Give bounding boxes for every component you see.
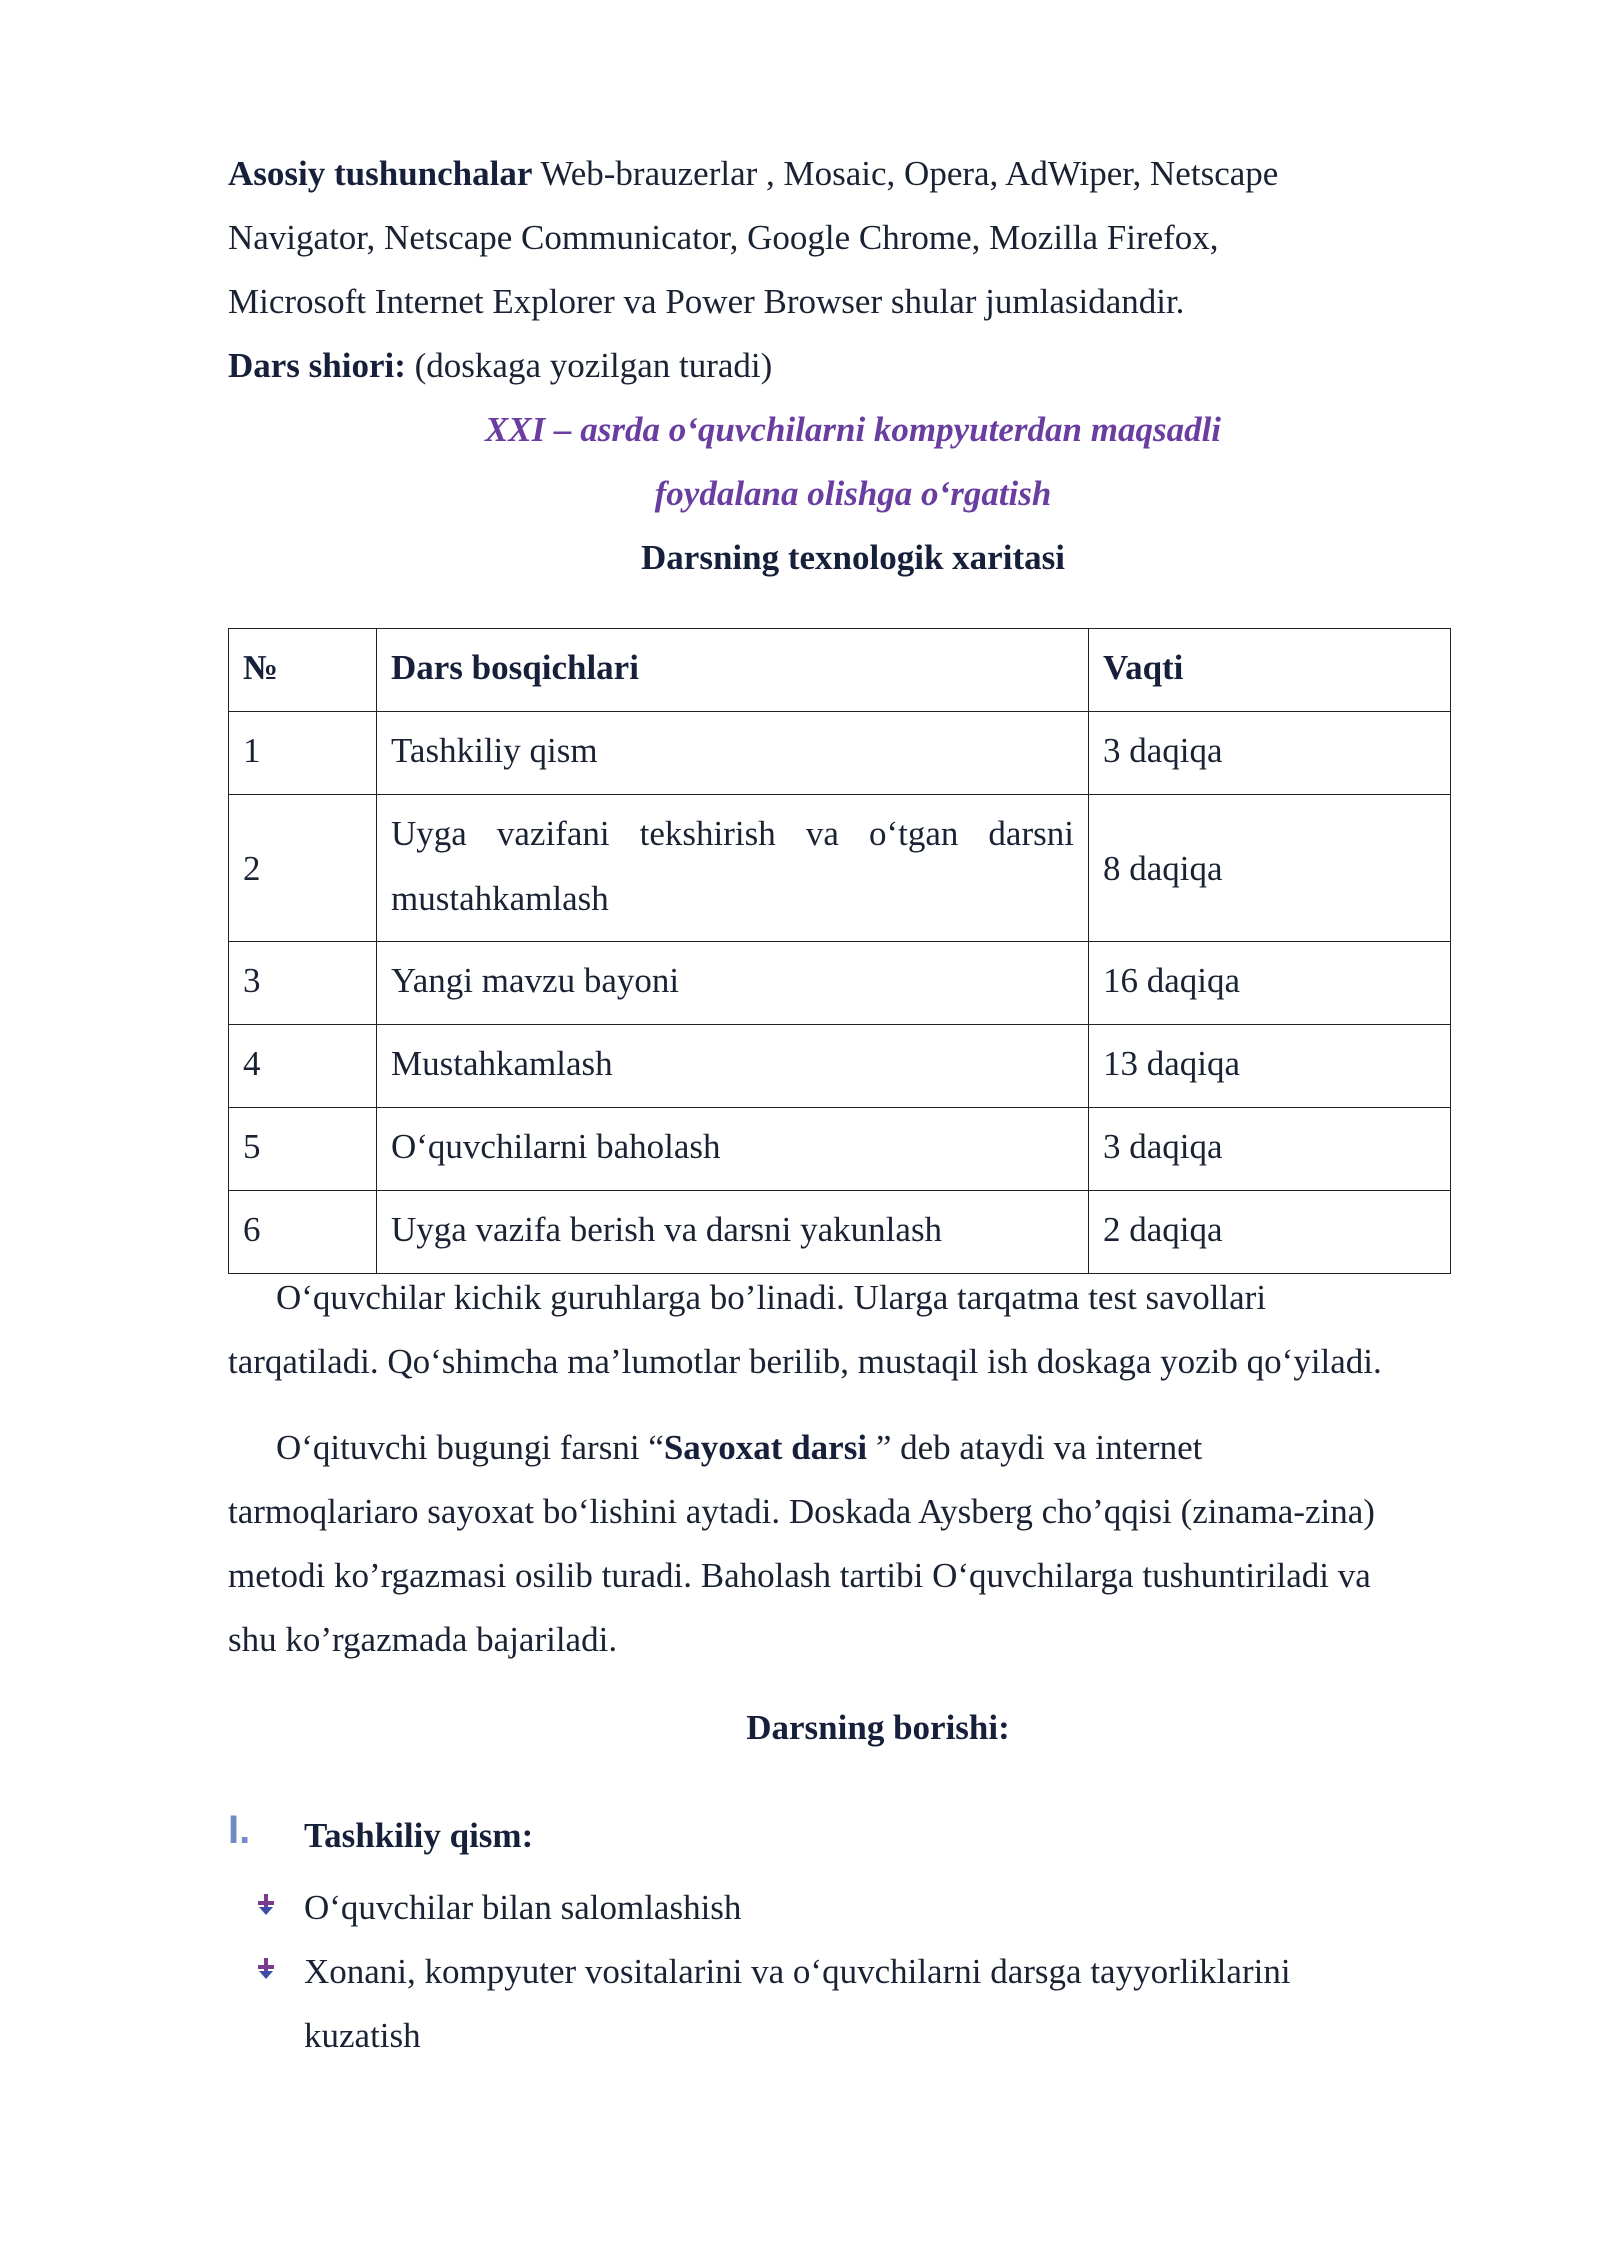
stage-word: darsni [988, 814, 1074, 853]
key-concepts-line-3: Microsoft Internet Explorer va Power Browser shular jumlasidandir. [228, 282, 1185, 321]
bullet-item: Xonani, kompyuter vositalarini va o‘quvchilarni darsga tayyorliklarini [304, 1952, 1291, 1991]
row-stage: Mustahkamlash [377, 1025, 1089, 1108]
motto-line-1: XXI – asrda o‘quvchilarni kompyuterdan maqsadli [484, 410, 1222, 449]
para1-line-1: O‘quvchilar kichik guruhlarga bo’linadi. Ularga tarqatma test savollari [276, 1278, 1267, 1317]
table-row [229, 795, 1451, 942]
motto-note: (doskaga yozilgan turadi) [405, 346, 773, 385]
para2-text-pre: O‘qituvchi bugungi farsni “ [276, 1428, 664, 1467]
bullet-item-continuation: kuzatish [304, 2016, 421, 2055]
row-time: 3 daqiqa [1089, 1108, 1451, 1191]
row-stage: Tashkiliy qism [377, 712, 1089, 795]
row-time: 2 daqiqa [1089, 1191, 1451, 1274]
para2-text-post: ” deb ataydi va internet [867, 1428, 1203, 1467]
para2-line-3: metodi ko’rgazmasi osilib turadi. Baholash tartibi O‘quvchilarga tushuntiriladi va [228, 1556, 1371, 1595]
row-time: 8 daqiqa [1089, 795, 1451, 942]
row-stage-line-1 [391, 801, 1074, 866]
table-row [229, 1025, 1451, 1108]
table-row [229, 942, 1451, 1025]
table-row [229, 1108, 1451, 1191]
lesson-name: Sayoxat darsi [663, 1428, 868, 1467]
table-title: Darsning texnologik xaritasi [641, 538, 1065, 577]
row-time: 3 daqiqa [1089, 712, 1451, 795]
motto-line-2: foydalana olishga o‘rgatish [654, 474, 1052, 513]
row-number: 1 [229, 712, 377, 795]
lesson-progress-heading: Darsning borishi: [746, 1708, 1010, 1747]
motto-label: Dars shiori: [228, 346, 406, 385]
key-concepts-label: Asosiy tushunchalar [228, 154, 533, 193]
para2-line-4: shu ko’rgazmada bajariladi. [228, 1620, 618, 1659]
row-stage: Uyga vazifa berish va darsni yakunlash [377, 1191, 1089, 1274]
row-time: 13 daqiqa [1089, 1025, 1451, 1108]
row-number: 4 [229, 1025, 377, 1108]
row-stage: O‘quvchilarni baholash [377, 1108, 1089, 1191]
row-number: 2 [229, 795, 377, 942]
motto-label-line [228, 348, 772, 383]
stage-word: va [805, 814, 839, 853]
table-header-row [229, 629, 1451, 712]
row-stage [377, 795, 1089, 942]
arrow-down-plus-icon [256, 1894, 276, 1916]
arrow-down-plus-icon [256, 1958, 276, 1980]
lesson-map-table [228, 628, 1451, 1274]
para2-line-2: tarmoqlariaro sayoxat bo‘lishini aytadi. Doskada Aysberg cho’qqisi (zinama-zina) [228, 1492, 1375, 1531]
row-stage: Yangi mavzu bayoni [377, 942, 1089, 1025]
header-time: Vaqti [1089, 629, 1451, 712]
key-concepts-text-1: Web-brauzerlar , Mosaic, Opera, AdWiper, Netscape [532, 154, 1279, 193]
row-number: 3 [229, 942, 377, 1025]
row-number: 6 [229, 1191, 377, 1274]
header-stages: Dars bosqichlari [377, 629, 1089, 712]
row-number: 5 [229, 1108, 377, 1191]
stage-word: tekshirish [639, 814, 776, 853]
stage-word: Uyga [391, 814, 467, 853]
section-title: Tashkiliy qism: [304, 1816, 534, 1855]
para2-line-1 [276, 1430, 1202, 1465]
row-time: 16 daqiqa [1089, 942, 1451, 1025]
section-numeral: I. [228, 1808, 251, 1852]
row-stage-line-2: mustahkamlash [391, 879, 609, 918]
table-row [229, 712, 1451, 795]
header-number: № [229, 629, 377, 712]
table-row [229, 1191, 1451, 1274]
stage-word: o‘tgan [868, 814, 959, 853]
bullet-item: O‘quvchilar bilan salomlashish [304, 1888, 742, 1927]
key-concepts-line-1 [228, 156, 1278, 191]
para1-line-2: tarqatiladi. Qo‘shimcha ma’lumotlar berilib, mustaqil ish doskaga yozib qo‘yiladi. [228, 1342, 1382, 1381]
stage-word: vazifani [496, 814, 610, 853]
key-concepts-line-2: Navigator, Netscape Communicator, Google Chrome, Mozilla Firefox, [228, 218, 1219, 257]
